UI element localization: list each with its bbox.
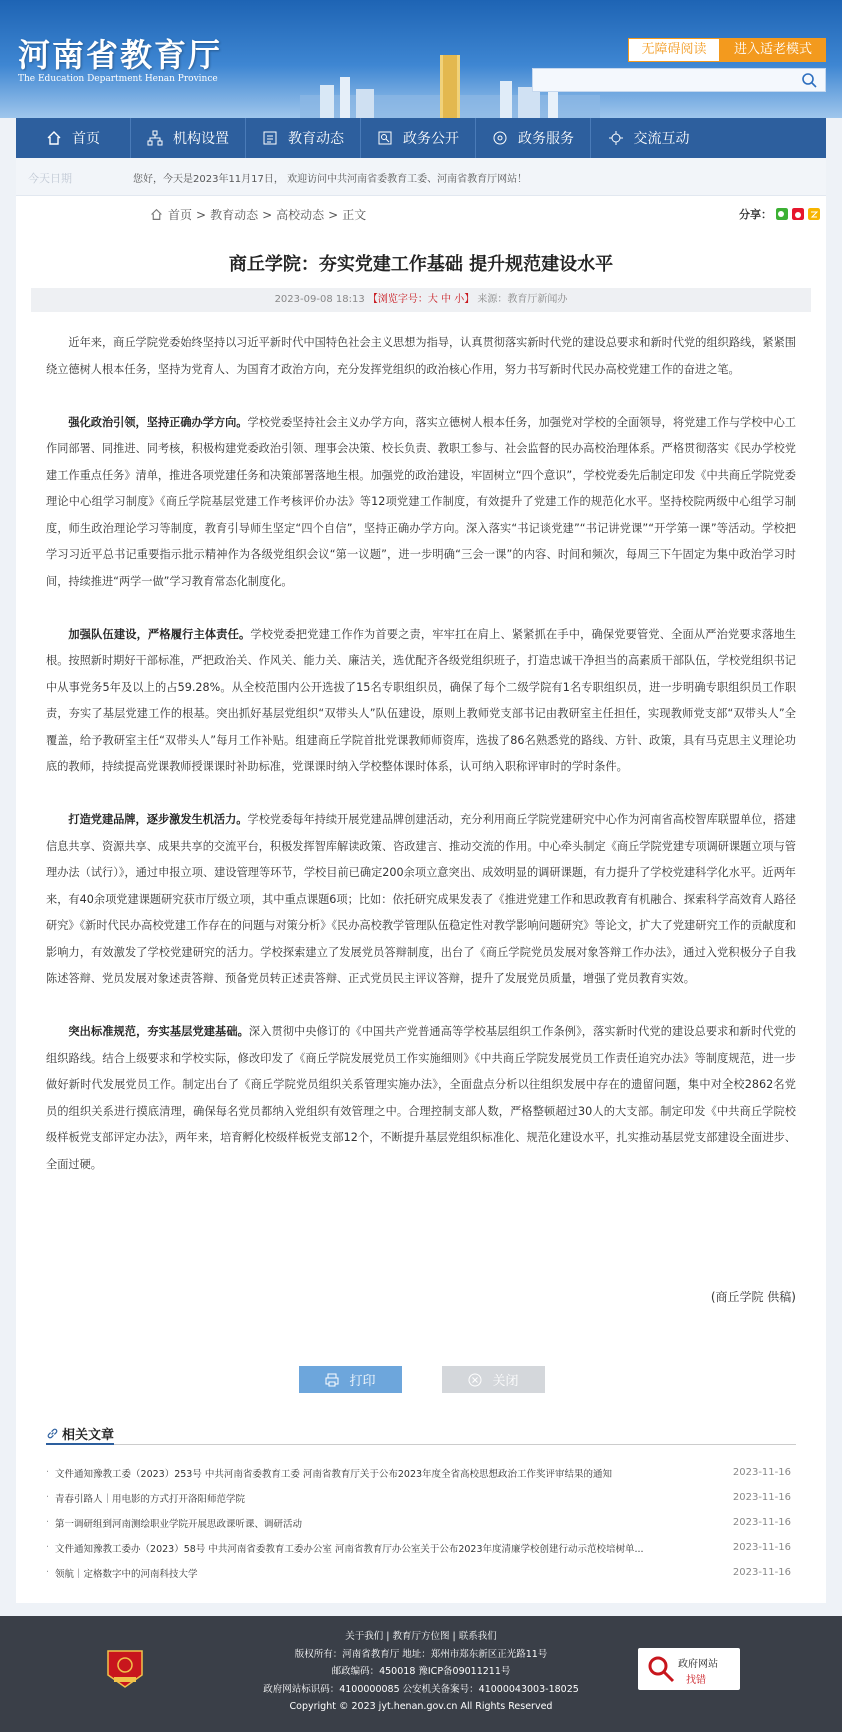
related-item-date: 2023-11-16 — [732, 1567, 791, 1578]
related-item-date: 2023-11-16 — [732, 1517, 791, 1528]
nav-item-label: 机构设置 — [173, 131, 229, 147]
article-footer-source: (商丘学院 供稿) — [710, 1290, 796, 1304]
welcome-text: 您好，今天是2023年11月17日， 欢迎访问中共河南省委教育工委、河南省教育厅网站！ — [133, 174, 528, 185]
breadcrumb-separator: > — [262, 207, 273, 222]
search-box — [532, 68, 826, 92]
breadcrumb-separator: > — [328, 207, 339, 222]
article-paragraph: 打造党建品牌，逐步激发生机活力。学校党委每年持续开展党建品牌创建活动，充分利用商丘学院党建研究中心作为河南省高校智库联盟单位，搭建信息共享、资源共享、成果共享的交流平台，积极发挥智库解读政策、咨政建言、推动交流的作用。中心牵头制定《商丘学院党建专项调研课题立项与管理办法（试行）》，通过申报立项、建设管理等环节，学校目前已确定200余项立意突出、成效明显的调研课题，有力提升了学校党建科学化水平。近两年来，有40余项党建课题研究获市厅级立项，其中重点课题6项；比如：依托研究成果发表了《推进党建工作和思政教育有机融合、探索科学高效育人路径研究》《新时代民办高校党建工作存在的问题与对策分析》《民办高校教学管理队伍稳定性对教学影响问题研究》等论文，扩大了党建研究工作的贡献度和影响力，有效激发了学校党建研究的活力。学校探索建立了发展党员答辩制度，出台了《商丘学院党员发展对象答辩工作办法》，通过入党积极分子自我陈述答辩、党员发展对象述责答辩、预备党员转正述责答辩、正式党员民主评议答辩，提升了发展党员质量，增强了党员教育实效。 — [46, 813, 796, 985]
related-header — [46, 1423, 796, 1445]
gov-site-error-report-badge[interactable] — [638, 1648, 740, 1690]
related-item[interactable] — [46, 1560, 791, 1585]
magnifier-icon — [646, 1654, 676, 1684]
related-item-date: 2023-11-16 — [732, 1467, 791, 1478]
breadcrumb — [150, 206, 370, 223]
article-date: 2023-09-08 18:13 — [274, 294, 365, 305]
article-paragraph: 加强队伍建设，严格履行主体责任。学校党委把党建工作作为首要之责，牢牢扛在肩上、紧紧抓在手中，确保党要管党、全面从严治党要求落地生根。按照新时期好干部标准，严把政治关、作风关、能力关、廉洁关，选优配齐各级党组织班子，打造忠诚干净担当的高素质干部队伍，学校党组织书记中从事党务5年及以上的占59.28%。从全校范围内公开选拔了15名专职组织员，确保了每个二级学院有1名专职组织员，进一步明确专职组织员工作职责，夯实了基层党建工作的根基。突出抓好基层党组织“双带头人”队伍建设，原则上教师党支部书记由教研室主任担任，实现教师党支部“双带头人”全覆盖，给予教研室主任“双带头人”每月工作补贴。组建商丘学院首批党课教师师资库，选拔了86名熟悉党的路线、方针、政策，具有马克思主义理论功底的教师，持续提高党课教师授课课时补助标准，党课课时纳入学校整体课时体系，认可纳入职称评审时的学时条件。 — [46, 627, 796, 773]
footer-copyright-line: 版权所有：河南省教育厅 地址：郑州市郑东新区正光路11号 — [294, 1648, 548, 1660]
service-icon — [492, 130, 508, 146]
breadcrumb-news[interactable]: 教育动态 — [210, 208, 259, 222]
print-button[interactable] — [299, 1366, 402, 1393]
nav-item-org[interactable] — [131, 118, 246, 158]
related-list — [46, 1460, 791, 1585]
nav-item-label: 首页 — [72, 131, 100, 147]
article-paragraph: 近年来，商丘学院党委始终坚持以习近平新时代中国特色社会主义思想为指导，认真贯彻落实新时代党的建设总要求和新时代党的组织路线，紧紧围绕立德树人根本任务，坚持为党育人、为国育才政治方向，充分发挥党组织的政治核心作用，努力书写新时代民办高校党建工作的奋进之笔。 — [46, 336, 796, 376]
home-icon — [46, 130, 62, 146]
nav-item-label: 政务公开 — [403, 131, 459, 147]
article-paragraph: 突出标准规范，夯实基层党建基础。深入贯彻中央修订的《中国共产党普通高等学校基层组织工作条例》，落实新时代党的建设总要求和新时代党的组织路线。结合上级要求和学校实际，修改印发了《商丘学院发展党员工作实施细则》《中共商丘学院发展党员工作责任追究办法》等制度规范，进一步做好新时代发展党员工作。制定出台了《商丘学院党员组织关系管理实施办法》，全面盘点分析以往组织发展中存在的遗留问题，集中对全校2862名党员的组织关系进行摸底清理，确保每名党员都纳入党组织有效管理之中。合理控制支部人数，严格整顿超过30人的大支部。制定印发《中共商丘学院校级样板党支部评定办法》，两年来，培育孵化校级样板党支部12个，不断提升基层党组织标准化、规范化建设水平，扎实推动基层党支部建设全面进步、全面过硬。 — [46, 1025, 796, 1171]
footer-id-line: 政府网站标识码：4100000085 公安机关备案号：41000043003-18025 — [263, 1683, 579, 1695]
related-item[interactable] — [46, 1535, 791, 1560]
welcome-bar — [16, 158, 826, 196]
font-size-switcher[interactable]: 【浏览字号：大 中 小】 — [367, 294, 475, 305]
related-item[interactable] — [46, 1460, 791, 1485]
search-input[interactable] — [539, 71, 789, 89]
site-footer — [0, 1616, 842, 1732]
share-label: 分享： — [739, 208, 772, 221]
nav-item-service[interactable] — [476, 118, 591, 158]
close-label: 关闭 — [492, 1374, 519, 1389]
news-icon — [262, 130, 278, 146]
article-paragraph: 强化政治引领，坚持正确办学方向。学校党委坚持社会主义办学方向，落实立德树人根本任务，加强党对学校的全面领导，将党建工作与学校中心工作同部署、同推进、同考核，积极构建党委政治引领、理事会决策、校长负责、教职工参与、社会监督的民办高校治理体系。严格贯彻落实《民办学校党建工作重点任务》清单，推进各项党建任务和决策部署落地生根。加强党的政治建设，牢固树立“四个意识”，学校党委先后制定印发《中共商丘学院党委理论中心组学习制度》《商丘学院基层党建工作考核评价办法》等12项党建工作制度，有效提升了党建工作的规范化水平。坚持校院两级中心组学习制度，师生政治理论学习等制度，教育引导师生坚定“四个自信”，坚持正确办学方向。深入落实“书记谈党建”“书记讲党课”“开学第一课”等活动。学校把学习习近平总书记重要指示批示精神作为各级党组织会议“第一议题”，进一步明确“三会一课”的内容、时间和频次，每周三下午固定为集中政治学习时间，持续推进“两学一做”学习教育常态化制度化。 — [46, 415, 796, 588]
site-title: 河南省教育厅 — [18, 36, 223, 74]
home-icon — [150, 208, 163, 221]
badge-title: 政府网站 — [678, 1659, 718, 1670]
interact-icon — [608, 130, 624, 146]
search-icon[interactable] — [801, 72, 817, 88]
related-title: 相关文章 — [46, 1423, 114, 1445]
nav-item-label: 交流互动 — [633, 131, 690, 147]
nav-item-news[interactable] — [246, 118, 361, 158]
footer-links[interactable]: 关于我们 | 教育厅方位图 | 联系我们 — [345, 1631, 497, 1642]
breadcrumb-current: 正文 — [342, 208, 367, 222]
org-icon — [147, 130, 163, 146]
nav-item-interact[interactable] — [591, 118, 706, 158]
related-item-title[interactable]: · 文件通知豫教工委办（2023）58号 中共河南省委教育工委办公室 河南省教育厅办公室关于公布2023年度清廉学校创建行动示范校培树单... — [46, 1541, 696, 1555]
close-button[interactable] — [442, 1366, 545, 1393]
related-item-title[interactable]: · 青春引路人｜用电影的方式打开洛阳师范学院 — [46, 1491, 696, 1505]
related-item-title[interactable]: · 文件通知豫教工委（2023）253号 中共河南省委教育工委 河南省教育厅关于公布2023年度全省高校思想政治工作奖评审结果的通知 — [46, 1466, 696, 1480]
nav-item-label: 教育动态 — [288, 131, 344, 147]
accessibility-reading-button[interactable]: 无障碍阅读 — [628, 38, 720, 62]
article-body — [46, 330, 796, 1205]
site-header — [0, 0, 842, 118]
qzone-share-icon[interactable] — [808, 208, 820, 220]
article-meta — [31, 288, 811, 312]
gov-open-icon — [377, 130, 393, 146]
printer-icon — [325, 1373, 339, 1387]
nav-item-home[interactable] — [16, 118, 131, 158]
wechat-share-icon[interactable] — [776, 208, 788, 220]
breadcrumb-university-news[interactable]: 高校动态 — [276, 208, 325, 222]
related-item[interactable] — [46, 1510, 791, 1535]
weibo-share-icon[interactable] — [792, 208, 804, 220]
print-label: 打印 — [349, 1374, 376, 1389]
nav-item-gov-open[interactable] — [361, 118, 476, 158]
share-bar — [739, 206, 820, 222]
date-badge: 今天日期 — [28, 172, 72, 185]
link-icon — [46, 1427, 59, 1440]
breadcrumb-home[interactable]: 首页 — [168, 208, 193, 222]
footer-copyright: Copyright © 2023 jyt.henan.gov.cn All Rights Reserved — [289, 1701, 553, 1712]
related-item-title[interactable]: · 领航｜定格数字中的河南科技大学 — [46, 1566, 696, 1580]
breadcrumb-separator: > — [196, 207, 207, 222]
article-title: 商丘学院：夯实党建工作基础 提升规范建设水平 — [228, 254, 614, 275]
related-item[interactable] — [46, 1485, 791, 1510]
elder-mode-button[interactable]: 进入适老模式 — [720, 38, 826, 62]
related-item-date: 2023-11-16 — [732, 1542, 791, 1553]
close-icon — [468, 1373, 482, 1387]
nav-item-label: 政务服务 — [518, 131, 574, 147]
article-source: 来源：教育厅新闻办 — [477, 294, 568, 305]
related-item-date: 2023-11-16 — [732, 1492, 791, 1503]
badge-subtitle: 找错 — [686, 1675, 706, 1686]
site-subtitle: The Education Department Henan Province — [18, 74, 218, 84]
main-content — [16, 158, 826, 1603]
related-item-title[interactable]: · 第一调研组到河南测绘职业学院开展思政课听课、调研活动 — [46, 1516, 696, 1530]
main-nav — [16, 118, 826, 158]
footer-postal-line: 邮政编码：450018 豫ICP备09011211号 — [331, 1666, 511, 1677]
